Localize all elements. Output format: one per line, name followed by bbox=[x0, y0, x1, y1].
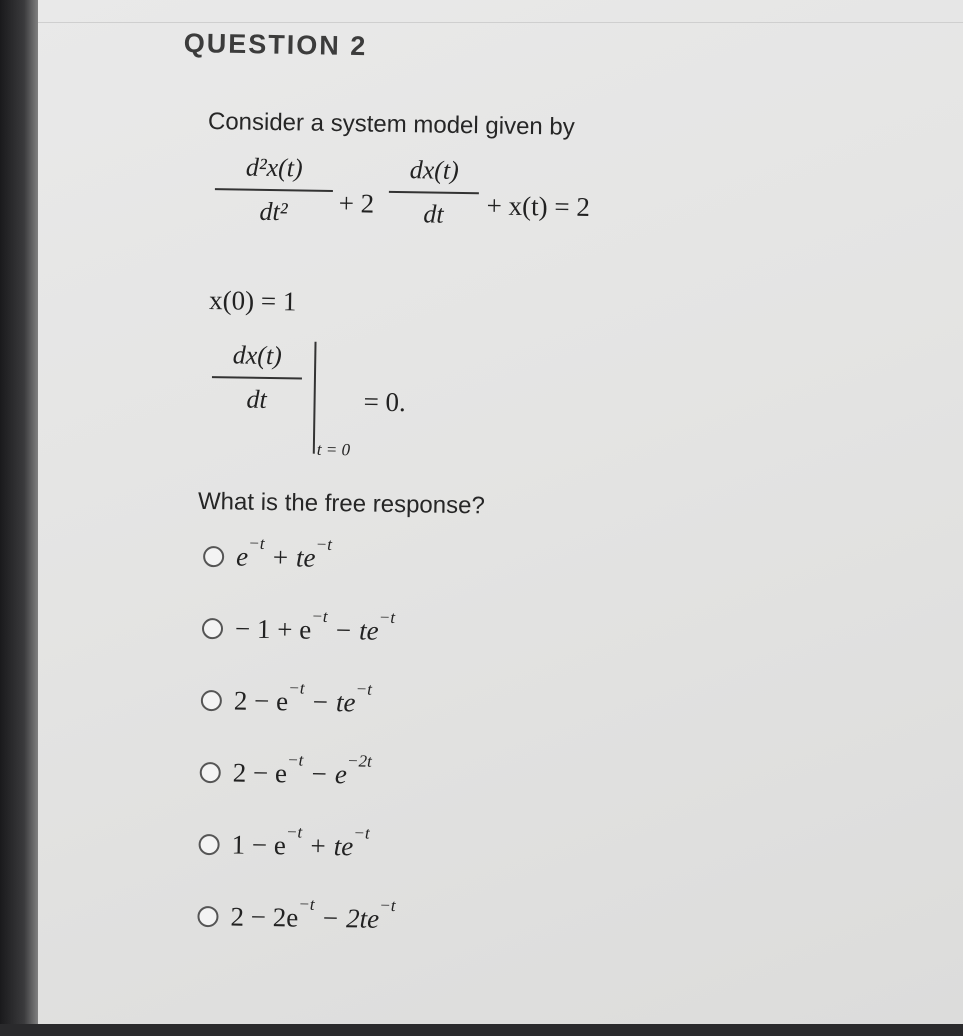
answer-option[interactable] bbox=[199, 749, 372, 795]
fraction-numerator: dx(t) bbox=[232, 340, 283, 371]
evaluation-point: t = 0 bbox=[316, 439, 351, 460]
answer-option[interactable] bbox=[197, 896, 395, 939]
option-expression[interactable]: $e^{-t} + te^{-t}$ bbox=[235, 533, 333, 573]
question-panel bbox=[38, 0, 963, 1024]
question-intro: Consider a system model given by bbox=[207, 108, 575, 141]
option-expression[interactable]: $2 - 2e^{-t} - 2te^{-t}$ bbox=[230, 894, 396, 934]
first-derivative-fraction bbox=[388, 155, 479, 230]
equation-rhs: + x(t) = 2 bbox=[486, 190, 591, 223]
radio-button[interactable] bbox=[201, 689, 222, 710]
radio-button[interactable] bbox=[198, 833, 219, 854]
initial-condition-velocity-rhs: = 0. bbox=[363, 386, 407, 418]
fraction-numerator: dx(t) bbox=[409, 155, 460, 185]
fraction-bar bbox=[212, 376, 302, 379]
fraction-numerator: d²x(t) bbox=[245, 152, 303, 183]
initial-condition-position: x(0) = 1 bbox=[208, 285, 297, 317]
option-expression[interactable]: − $1 + e^{-t} - te^{-t}$ bbox=[234, 606, 396, 646]
option-expression[interactable]: $1 - e^{-t} + te^{-t}$ bbox=[231, 821, 370, 861]
question-header: QUESTION 2 bbox=[183, 28, 368, 62]
fraction-denominator: dt bbox=[423, 199, 444, 229]
answer-option[interactable] bbox=[198, 821, 370, 867]
answer-option[interactable] bbox=[201, 677, 373, 723]
question-body bbox=[24, 0, 963, 1036]
answer-option[interactable] bbox=[202, 608, 395, 651]
fraction-bar bbox=[215, 188, 333, 192]
radio-button[interactable] bbox=[200, 761, 221, 782]
option-expression[interactable]: $2 - e^{-t} - e^{-2t}$ bbox=[232, 749, 372, 789]
second-derivative-fraction bbox=[214, 152, 333, 228]
question-prompt: What is the free response? bbox=[197, 487, 486, 520]
evaluation-bar bbox=[313, 342, 317, 454]
initial-derivative-fraction bbox=[211, 340, 302, 415]
fraction-bar bbox=[389, 191, 479, 194]
radio-button[interactable] bbox=[197, 905, 218, 926]
answer-option[interactable] bbox=[203, 533, 333, 578]
radio-button[interactable] bbox=[203, 545, 224, 566]
radio-button[interactable] bbox=[202, 617, 223, 638]
option-expression[interactable]: $2 - e^{-t} - te^{-t}$ bbox=[233, 677, 373, 717]
equation-plus-two: + 2 bbox=[338, 188, 375, 219]
fraction-denominator: dt² bbox=[259, 196, 288, 227]
fraction-denominator: dt bbox=[246, 384, 267, 414]
